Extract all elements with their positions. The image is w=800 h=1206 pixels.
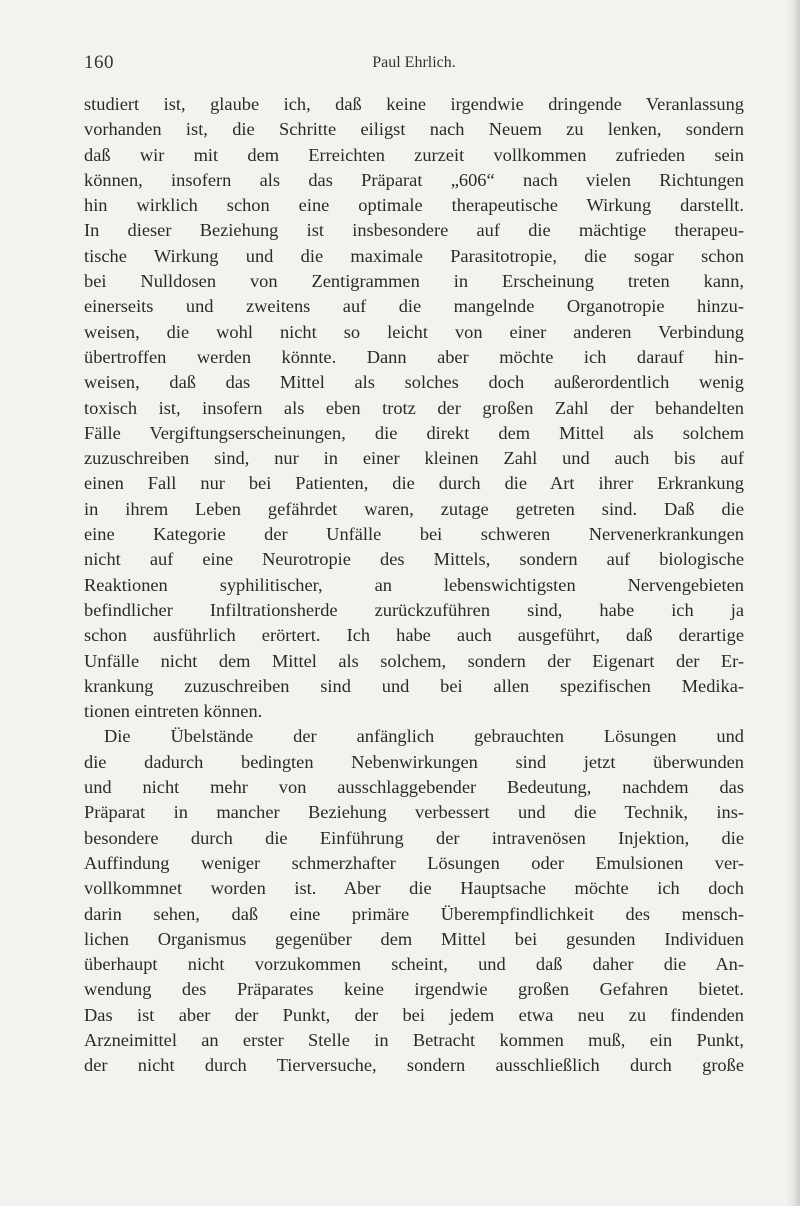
- text-line: befindlicher Infiltrationsherde zurückzuführen sind, habe ich ja: [84, 599, 744, 620]
- text-line: tionen eintreten können.: [84, 701, 263, 722]
- text-line: Fälle Vergiftungserscheinungen, die direkt dem Mittel als solchem: [84, 422, 744, 443]
- text-line: Unfälle nicht dem Mittel als solchem, sondern der Eigenart der Er-: [84, 650, 744, 671]
- text-line: überhaupt nicht vorzukommen scheint, und daß daher die An-: [84, 954, 744, 975]
- text-line: In dieser Beziehung ist insbesondere auf die mächtige therapeu-: [84, 220, 744, 241]
- text-line: können, insofern als das Präparat „606“ nach vielen Richtungen: [84, 169, 744, 190]
- text-line: bei Nulldosen von Zentigrammen in Erscheinung treten kann,: [84, 271, 744, 292]
- text-line: studiert ist, glaube ich, daß keine irgendwie dringende Veranlassung: [84, 94, 744, 114]
- text-line: Die Übelstände der anfänglich gebrauchten Lösungen und: [104, 726, 744, 747]
- text-line: daß wir mit dem Erreichten zurzeit vollkommen zufrieden sein: [84, 144, 744, 165]
- text-line: Auffindung weniger schmerzhafter Lösungen oder Emulsionen ver-: [84, 852, 744, 873]
- text-line: eine Kategorie der Unfälle bei schweren Nervenerkrankungen: [84, 524, 744, 545]
- text-line: krankung zuzuschreiben sind und bei allen spezifischen Medika-: [84, 675, 744, 696]
- text-line: tische Wirkung und die maximale Parasitotropie, die sogar schon: [84, 245, 744, 266]
- text-line: Reaktionen syphilitischer, an lebenswichtigsten Nervengebieten: [84, 574, 744, 595]
- text-line: Das ist aber der Punkt, der bei jedem etwa neu zu findenden: [84, 1004, 744, 1025]
- text-line: toxisch ist, insofern als eben trotz der großen Zahl der behandelten: [84, 397, 744, 418]
- text-line: lichen Organismus gegenüber dem Mittel bei gesunden Individuen: [84, 928, 744, 949]
- running-head: Paul Ehrlich.: [372, 54, 456, 71]
- text-line: weisen, die wohl nicht so leicht von einer anderen Verbindung: [84, 321, 744, 342]
- page-edge-shadow: [786, 0, 800, 1206]
- text-line: der nicht durch Tierversuche, sondern ausschließlich durch große: [84, 1055, 744, 1076]
- text-line: schon ausführlich erörtert. Ich habe auch ausgeführt, daß derartige: [84, 625, 744, 646]
- text-line: weisen, daß das Mittel als solches doch außerordentlich wenig: [84, 372, 744, 393]
- text-line: in ihrem Leben gefährdet waren, zutage getreten sind. Daß die: [84, 498, 744, 519]
- text-line: Präparat in mancher Beziehung verbessert und die Technik, ins-: [84, 802, 744, 823]
- text-line: die dadurch bedingten Nebenwirkungen sind jetzt überwunden: [84, 751, 744, 772]
- text-line: vorhanden ist, die Schritte eiligst nach Neuem zu lenken, sondern: [84, 119, 744, 140]
- body-text: [84, 92, 744, 1079]
- text-line: einerseits und zweitens auf die mangelnde Organotropie hinzu-: [84, 296, 744, 317]
- text-line: hin wirklich schon eine optimale therapeutische Wirkung darstellt.: [84, 195, 744, 216]
- text-line: zuzuschreiben sind, nur in einer kleinen Zahl und auch bis auf: [84, 448, 744, 469]
- text-line: Arzneimittel an erster Stelle in Betracht kommen muß, ein Punkt,: [84, 1029, 744, 1050]
- text-line: besondere durch die Einführung der intravenösen Injektion, die: [84, 827, 744, 848]
- text-line: darin sehen, daß eine primäre Überempfindlichkeit des mensch-: [84, 903, 744, 924]
- text-line: vollkommnet worden ist. Aber die Hauptsache möchte ich doch: [84, 878, 744, 899]
- text-line: nicht auf eine Neurotropie des Mittels, sondern auf biologische: [84, 549, 744, 570]
- text-line: übertroffen werden könnte. Dann aber möchte ich darauf hin-: [84, 346, 744, 367]
- text-line: wendung des Präparates keine irgendwie großen Gefahren bietet.: [84, 979, 744, 1000]
- page-number: 160: [84, 52, 114, 73]
- page-header: [84, 52, 744, 80]
- text-line: und nicht mehr von ausschlaggebender Bedeutung, nachdem das: [84, 777, 744, 798]
- text-line: einen Fall nur bei Patienten, die durch die Art ihrer Erkrankung: [84, 473, 744, 494]
